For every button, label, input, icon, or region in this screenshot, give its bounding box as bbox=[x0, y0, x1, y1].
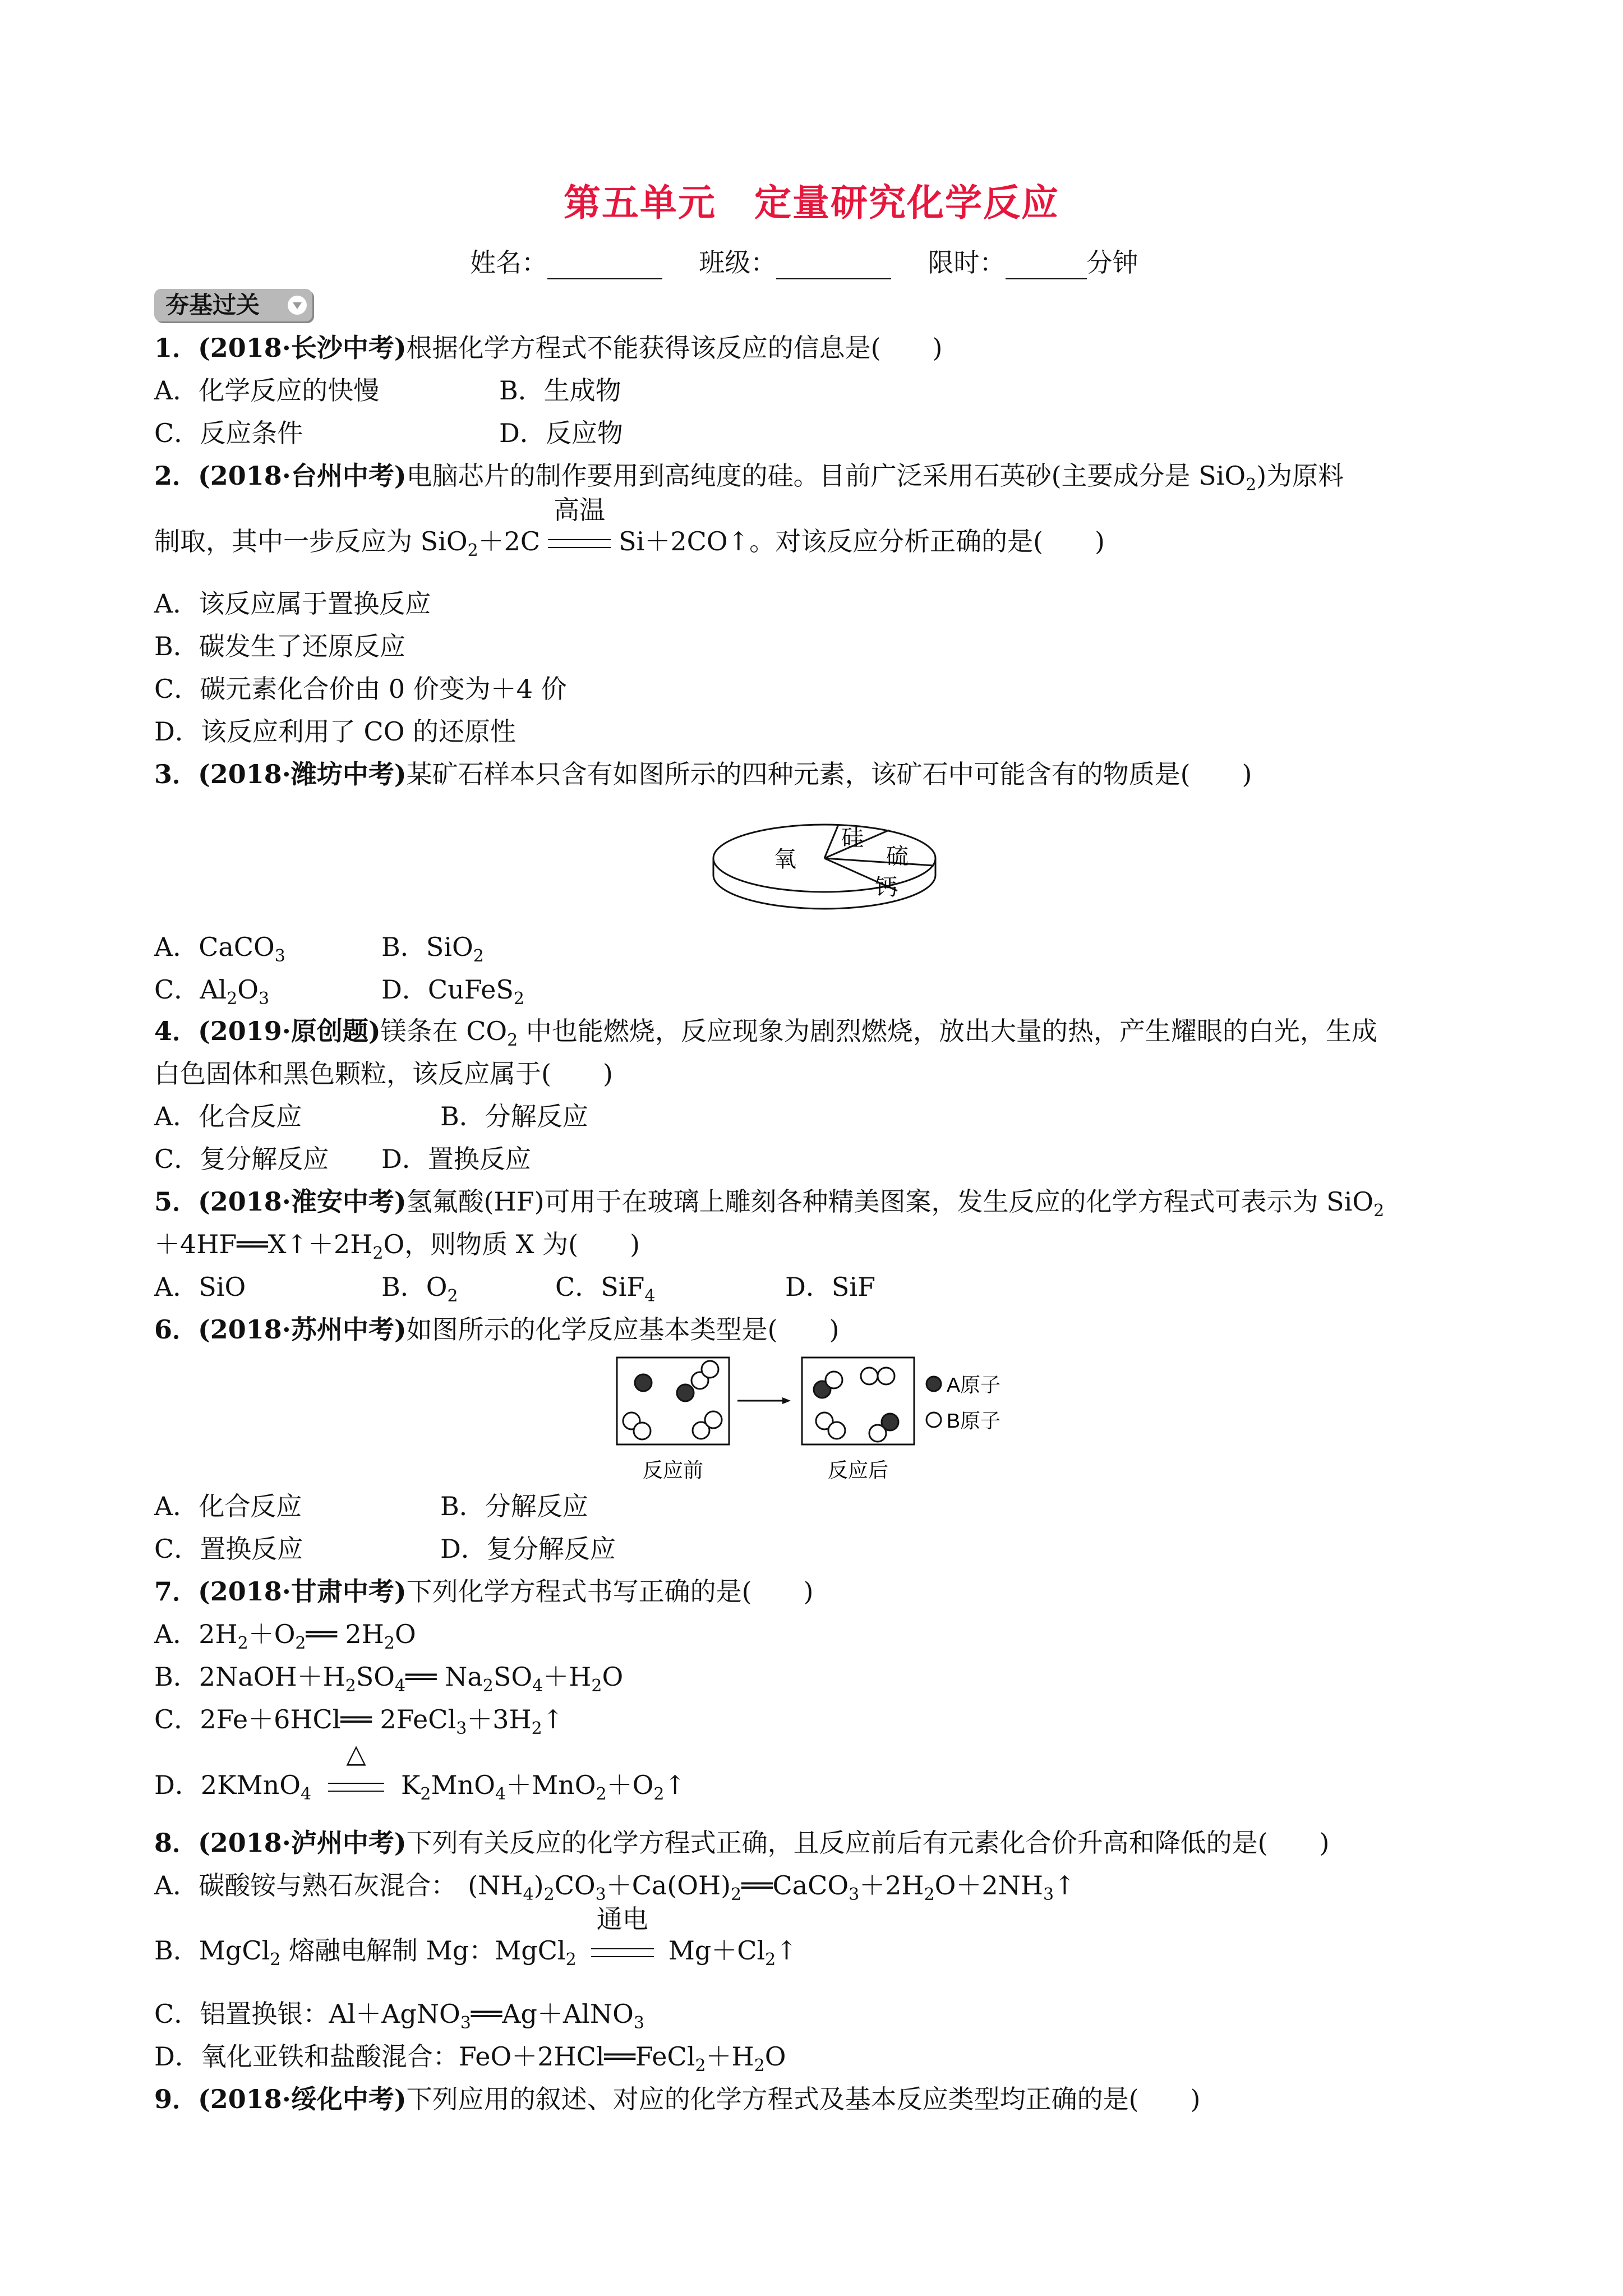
q2-option-d: D．该反应利用了 CO 的还原性 bbox=[154, 716, 517, 747]
pie-label-oxygen: 氧 bbox=[774, 846, 796, 872]
q1-option-a: A．化学反应的快慢 bbox=[154, 375, 380, 406]
student-info-line bbox=[470, 246, 1138, 279]
section-badge-label: 夯基过关 bbox=[165, 291, 260, 319]
q2-line1: 2．(2018·台州中考)电脑芯片的制作要用到高纯度的硅。目前广泛采用石英砂(主要成分是 SiO$_2$)为原料 bbox=[154, 461, 1344, 495]
page-title: 第五单元 定量研究化学反应 bbox=[564, 181, 1059, 224]
q2-option-a: A．该反应属于置换反应 bbox=[154, 588, 431, 619]
q8-option-c: C．铝置换银：Al＋AgNO$_3$══Ag＋AlNO$_3$ bbox=[154, 1999, 644, 2033]
q3-stem: 3．(2018·潍坊中考)某矿石样本只含有如图所示的四种元素，该矿石中可能含有的物质是( ) bbox=[154, 759, 1252, 789]
pie-label-sulfur: 硫 bbox=[886, 844, 909, 869]
q3-option-c: C．$Al_2O_3$ bbox=[154, 974, 270, 1009]
pie-label-silicon: 硅 bbox=[841, 825, 864, 851]
time-unit: 分钟 bbox=[1086, 247, 1138, 278]
q5-option-d: D．SiF bbox=[785, 1272, 876, 1302]
q7-option-c: C．2Fe＋6HCl══ $2FeCl_3+3H_2↑$ bbox=[154, 1704, 564, 1739]
q3-option-d: D．CuFeS$_2$ bbox=[381, 974, 524, 1009]
q6-option-d: D．复分解反应 bbox=[440, 1534, 616, 1564]
q1-option-d: D．反应物 bbox=[499, 418, 623, 448]
q5-option-b: B．$O_2$ bbox=[381, 1272, 458, 1306]
q1-option-c: C．反应条件 bbox=[154, 418, 303, 448]
q4-option-b: B．分解反应 bbox=[440, 1101, 588, 1131]
time-label: 限时： bbox=[928, 247, 1006, 278]
section-badge bbox=[154, 289, 312, 321]
q2-option-c: C．碳元素化合价由 0 价变为＋4 价 bbox=[154, 674, 567, 704]
q6-option-a: A．化合反应 bbox=[154, 1491, 302, 1521]
q3-option-a: A．CaCO$_3$ bbox=[154, 932, 285, 967]
q2-line2: 制取，其中一步反应为 SiO$_2$＋2C 高温 Si＋2CO↑。对该反应分析正确的是( ) bbox=[154, 495, 1105, 561]
name-label: 姓名： bbox=[470, 247, 547, 278]
down-arrow-icon bbox=[288, 296, 307, 315]
q7-option-a: A．$2H_2+O_2══$ $2H_2O$ bbox=[154, 1619, 416, 1654]
q8-reaction-arrow: 通电 bbox=[591, 1934, 654, 1967]
q7-option-b: B．$2NaOH+H_2SO_4══$ $Na_2SO_4+H_2O$ bbox=[154, 1662, 624, 1696]
q8-option-d: D．氧化亚铁和盐酸混合：$FeO+2HCl══FeCl_2+H_2O$ bbox=[154, 2041, 786, 2076]
q1-option-b: B．生成物 bbox=[499, 375, 621, 406]
q4-option-d: D．置换反应 bbox=[381, 1144, 531, 1174]
q6-stem: 6．(2018·苏州中考)如图所示的化学反应基本类型是( ) bbox=[154, 1314, 840, 1345]
q5-line2: $+4HF══X↑+2H_2O$，则物质 X 为( ) bbox=[154, 1229, 640, 1264]
q4-option-c: C．复分解反应 bbox=[154, 1144, 329, 1174]
label-after: 反应后 bbox=[827, 1458, 889, 1481]
q2-option-b: B．碳发生了还原反应 bbox=[154, 631, 405, 661]
q6-option-c: C．置换反应 bbox=[154, 1534, 303, 1564]
element-pie-chart bbox=[707, 811, 942, 912]
q4-line1: 4．(2019·原创题)镁条在 $CO_2$ 中也能燃烧，反应现象为剧烈燃烧，放出大量的热，产生耀眼的白光，生成 bbox=[154, 1016, 1377, 1051]
q3-option-b: B．SiO$_2$ bbox=[381, 932, 484, 967]
label-before: 反应前 bbox=[642, 1458, 704, 1481]
class-blank[interactable] bbox=[776, 254, 891, 279]
class-label: 班级： bbox=[699, 247, 777, 278]
q2-reaction-arrow: 高温 bbox=[548, 524, 611, 558]
q9-stem: 9．(2018·绥化中考)下列应用的叙述、对应的化学方程式及基本反应类型均正确的是( ) bbox=[154, 2084, 1201, 2114]
q4-line2: 白色固体和黑色颗粒，该反应属于( ) bbox=[154, 1059, 613, 1089]
q8-option-a: A．碳酸铵与熟石灰混合： $(NH_4)_2CO_3+Ca(OH)_2══CaCO_3+2H_2O+2NH_3↑$ bbox=[154, 1870, 1076, 1905]
q6-option-b: B．分解反应 bbox=[440, 1491, 588, 1521]
q7-stem: 7．(2018·甘肃中考)下列化学方程式书写正确的是( ) bbox=[154, 1576, 814, 1607]
q8-option-b: B．MgCl$_2$ 熔融电解制 Mg：MgCl$_2$ 通电 $Mg+Cl_2↑$ bbox=[154, 1904, 797, 1970]
q4-option-a: A．化合反应 bbox=[154, 1101, 302, 1131]
q7-option-d: D．2KMnO$_4$ △ $K_2MnO_4+MnO_2+O_2↑$ bbox=[154, 1738, 686, 1805]
legend-b-atom: B原子 bbox=[947, 1409, 1001, 1432]
reaction-particle-diagram bbox=[611, 1349, 1049, 1489]
q8-stem: 8．(2018·泸州中考)下列有关反应的化学方程式正确，且反应前后有元素化合价升高和降低的是( ) bbox=[154, 1828, 1330, 1858]
q5-option-a: A．SiO bbox=[154, 1272, 246, 1302]
time-blank[interactable] bbox=[1006, 254, 1087, 279]
q5-line1: 5．(2018·淮安中考)氢氟酸(HF)可用于在玻璃上雕刻各种精美图案，发生反应的化学方程式可表示为 SiO$_2$ bbox=[154, 1186, 1385, 1221]
pie-label-calcium: 钙 bbox=[875, 875, 897, 900]
name-blank[interactable] bbox=[547, 254, 662, 279]
q1-stem: 1．(2018·长沙中考)根据化学方程式不能获得该反应的信息是( ) bbox=[154, 333, 943, 363]
q5-option-c: C．SiF$_4$ bbox=[555, 1272, 656, 1306]
legend-a-atom: A原子 bbox=[947, 1373, 1001, 1396]
q7-reaction-arrow: △ bbox=[328, 1768, 384, 1802]
